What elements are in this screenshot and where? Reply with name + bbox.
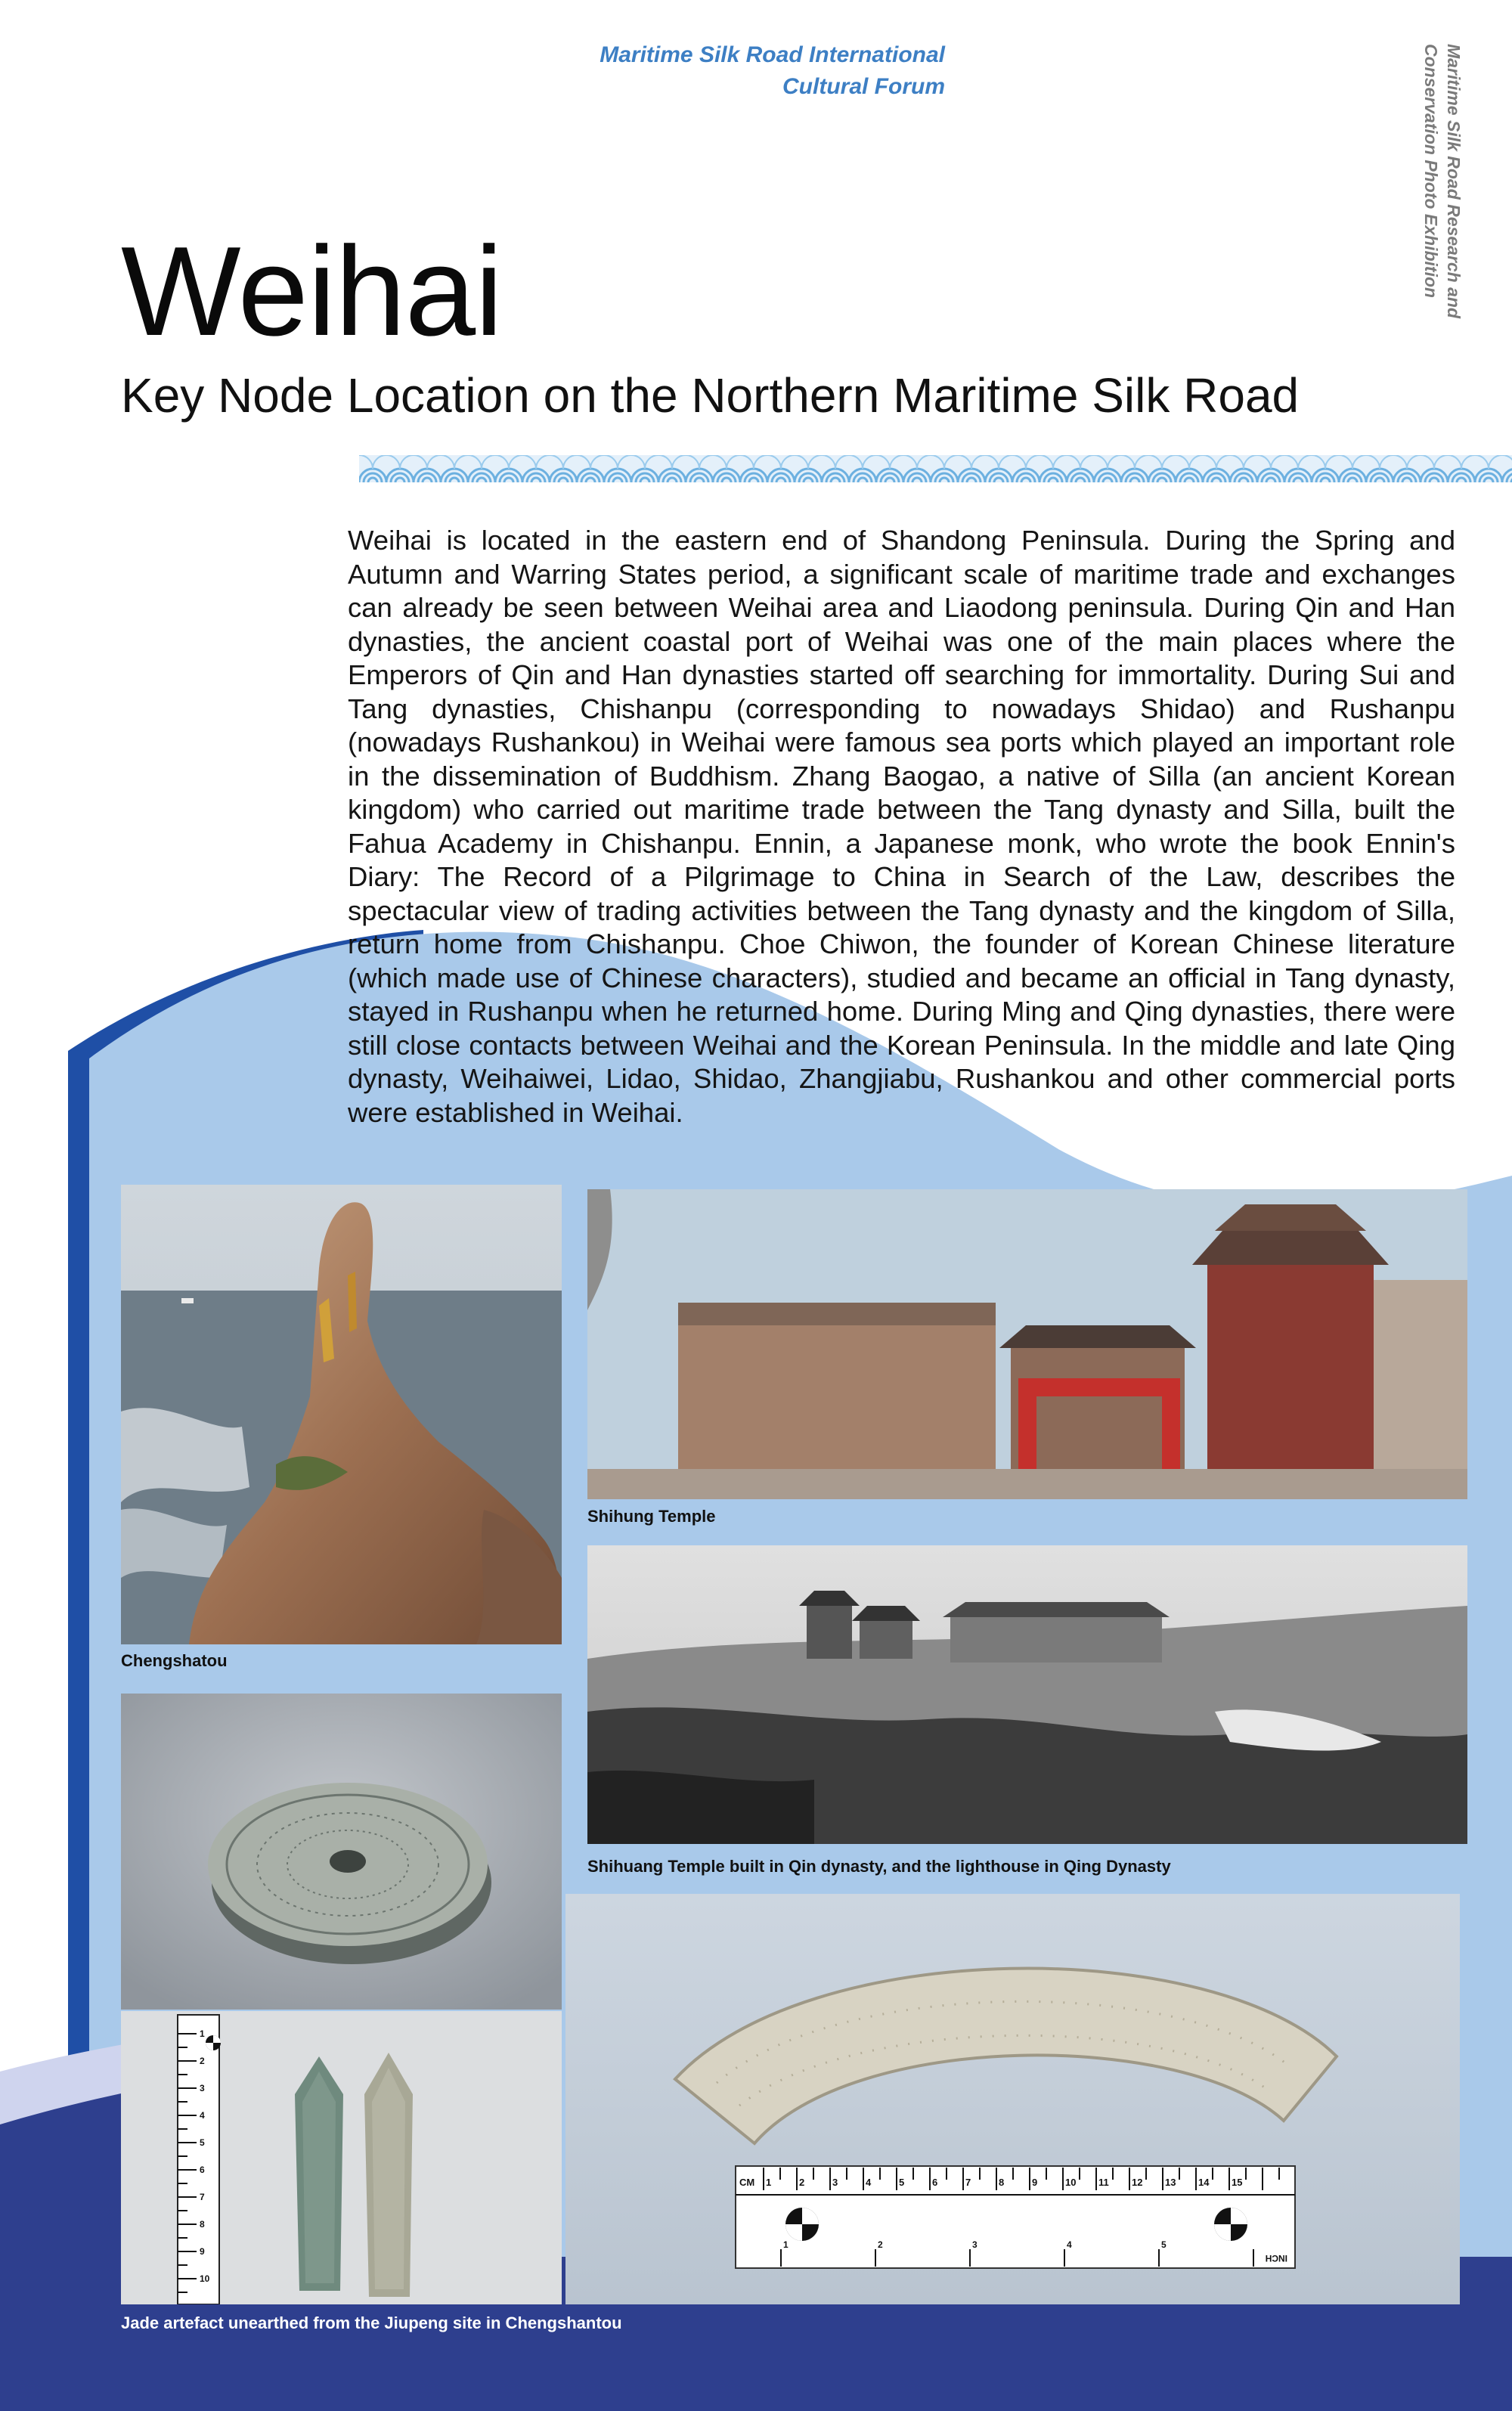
photo-jade-arc — [565, 1894, 1460, 2304]
caption-shihung-temple: Shihung Temple — [587, 1507, 716, 1526]
vertical-line-2: Conservation Photo Exhibition — [1421, 44, 1441, 299]
vertical-line-1: Maritime Silk Road Research and — [1444, 44, 1464, 319]
scale-cm-label: CM — [739, 2177, 755, 2188]
scale-number: 1 — [200, 2028, 205, 2039]
scale-number: 2 — [799, 2177, 805, 2188]
scale-inch-label: INCH — [1265, 2253, 1287, 2264]
forum-line-2: Cultural Forum — [782, 74, 945, 99]
scale-number: 5 — [200, 2137, 205, 2148]
photo-chengshatou — [121, 1185, 562, 1644]
scale-number: 8 — [999, 2177, 1005, 2188]
scale-number: 2 — [200, 2056, 205, 2066]
scale-number: 3 — [200, 2083, 205, 2093]
scale-number: 11 — [1098, 2177, 1109, 2188]
forum-line-1: Maritime Silk Road International — [600, 42, 945, 67]
scale-number: 12 — [1132, 2177, 1143, 2188]
scale-number: 5 — [899, 2177, 905, 2188]
photo-jade-tablets — [121, 2011, 562, 2304]
scale-inch-number: 2 — [878, 2239, 883, 2250]
scale-number: 14 — [1198, 2177, 1210, 2188]
scale-inch-number: 3 — [972, 2239, 978, 2250]
scale-inch-number: 5 — [1161, 2239, 1167, 2250]
body-text: Weihai is located in the eastern end of Shandong Peninsula. During the Spring and Autumn and Warring States period, a significant scale of maritime trade and exchanges can already be seen between Weihai area and Liaodong peninsula. During Qin and Han dynasties, the ancient coastal port of Weihai was one of the main places where the Emperors of Qin and Han dynasties started off searching for immortality. During Sui and Tang dynasties, Chishanpu (corresponding to nowadays Shidao) and Rushanpu (nowadays Rushankou) in Weihai were famous sea ports which played an important role in the dissemination of Buddhism. Zhang Baogao, a native of Silla (an ancient Korean kingdom) who carried out maritime trade between the Tang dynasty and Silla, built the Fahua Academy in Chishanpu. Ennin, a Japanese monk, who wrote the book Ennin's Diary: The Record of a Pilgrimage to China in Search of the Law, describes the spectacular view of trading activities between the Tang dynasty and the kingdom of Silla, return home from Chishanpu. Choe Chiwon, the founder of Korean Chinese literature (which made use of Chinese characters), studied and became an official in Tang dynasty, stayed in Rushanpu when he returned home. During Ming and Qing dynasties, there were still close contacts between Weihai and the Korean Peninsula. In the middle and late Qing dynasty, Weihaiwei, Lidao, Shidao, Zhangjiabu, Rushankou and other commercial ports were established in Weihai. — [348, 525, 1455, 1128]
scale-number: 3 — [832, 2177, 838, 2188]
scale-number: 15 — [1232, 2177, 1243, 2188]
photo-jade-disc — [121, 1694, 562, 2010]
scale-number: 7 — [200, 2192, 205, 2202]
caption-jade-artefact: Jade artefact unearthed from the Jiupeng site in Chengshantou — [121, 2313, 622, 2332]
page-title: Weihai — [121, 220, 503, 362]
scale-number: 8 — [200, 2219, 205, 2230]
scale-number: 10 — [200, 2273, 210, 2284]
wave-pattern-divider — [359, 455, 1512, 482]
scale-number: 4 — [200, 2110, 205, 2121]
caption-chengshatou: Chengshatou — [121, 1651, 228, 1670]
scale-inch-number: 4 — [1067, 2239, 1072, 2250]
scale-number: 1 — [766, 2177, 772, 2188]
caption-shihuang-temple: Shihuang Temple built in Qin dynasty, and the lighthouse in Qing Dynasty — [587, 1857, 1171, 1876]
photo-shihuang-temple — [587, 1545, 1467, 1844]
page-subtitle: Key Node Location on the Northern Maritime Silk Road — [121, 368, 1300, 423]
scale-number: 6 — [932, 2177, 938, 2188]
scale-number: 13 — [1165, 2177, 1176, 2188]
vertical-exhibition-label — [1420, 44, 1465, 318]
scale-number: 7 — [965, 2177, 971, 2188]
scale-number: 9 — [1032, 2177, 1038, 2188]
scale-inch-number: 1 — [783, 2239, 789, 2250]
scale-number: 6 — [200, 2165, 205, 2175]
forum-label — [423, 39, 945, 103]
scale-number: 9 — [200, 2246, 205, 2257]
photo-shihung-temple — [587, 1189, 1467, 1499]
scale-number: 10 — [1065, 2177, 1077, 2188]
scale-number: 4 — [866, 2177, 872, 2188]
